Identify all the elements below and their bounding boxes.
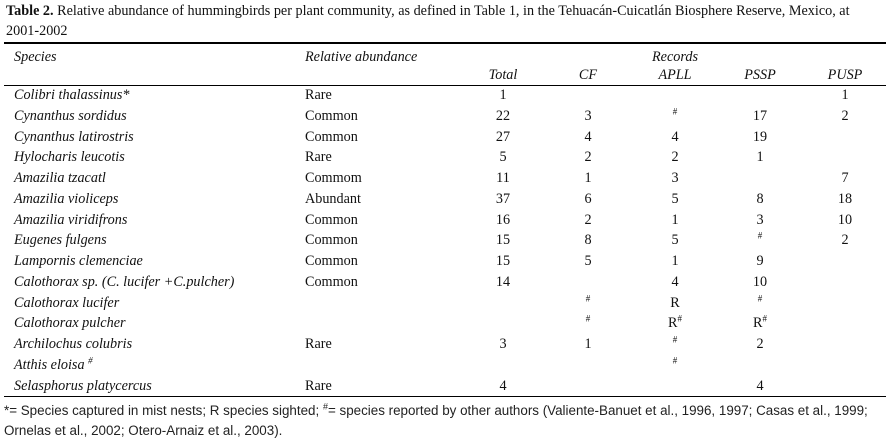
- cell-abundance: Abundant: [305, 190, 361, 207]
- cell-species: Eugenes fulgens: [14, 232, 107, 249]
- cell-pssp: 4: [756, 377, 764, 394]
- cell-pssp: #: [757, 292, 763, 303]
- cell-apll: 5: [671, 232, 679, 249]
- table-row: [0, 293, 891, 314]
- cell-total: 27: [495, 128, 511, 145]
- cell-total: 16: [495, 211, 511, 228]
- cell-cf: #: [585, 292, 591, 303]
- cell-abundance: Rare: [305, 377, 332, 394]
- cell-cf: 4: [584, 128, 592, 145]
- header-records: Records: [652, 49, 698, 65]
- cell-species: Atthis eloisa #: [14, 355, 93, 373]
- cell-abundance: Rare: [305, 149, 332, 166]
- cell-apll: 3: [671, 170, 679, 186]
- cell-species: Calothorax pulcher: [14, 315, 126, 332]
- cell-apll: 5: [671, 190, 679, 207]
- cell-apll: 1: [671, 211, 679, 228]
- cell-apll: 4: [671, 273, 679, 290]
- cell-species: Amazilia tzacatl: [14, 170, 106, 186]
- cell-abundance: Common: [305, 273, 358, 290]
- cell-total: 22: [495, 107, 511, 124]
- cell-apll: 2: [671, 149, 679, 166]
- table-row: [0, 334, 891, 355]
- cell-cf: 1: [584, 170, 592, 186]
- bottom-rule: [4, 396, 886, 397]
- cell-pssp: 19: [752, 128, 768, 145]
- table-row: [0, 127, 891, 148]
- table-row: [0, 251, 891, 272]
- cell-pusp: 2: [841, 232, 849, 249]
- cell-pssp: 10: [752, 273, 768, 290]
- cell-cf: 3: [584, 107, 592, 124]
- header-species: Species: [14, 49, 57, 65]
- cell-total: 14: [495, 273, 511, 290]
- cell-apll: R#: [668, 313, 682, 332]
- cell-cf: 6: [584, 190, 592, 207]
- table-footnote: [4, 401, 888, 441]
- cell-pssp: R#: [753, 313, 767, 332]
- cell-total: 15: [495, 253, 511, 269]
- cell-total: 15: [495, 232, 511, 249]
- header-cf: CF: [578, 67, 598, 83]
- cell-pssp: 8: [756, 190, 764, 207]
- cell-pssp: 17: [752, 107, 768, 124]
- cell-species: Colibri thalassinus*: [14, 87, 130, 103]
- cell-apll: #: [672, 334, 678, 345]
- cell-apll: #: [672, 355, 678, 366]
- cell-pusp: 18: [837, 190, 853, 207]
- cell-pusp: 10: [837, 211, 853, 228]
- cell-apll: 4: [671, 128, 679, 145]
- cell-pusp: 2: [841, 107, 849, 124]
- table-row: [0, 210, 891, 231]
- cell-species: Cynanthus sordidus: [14, 107, 127, 124]
- cell-species: Lampornis clemenciae: [14, 253, 143, 269]
- cell-cf: 5: [584, 253, 592, 269]
- cell-abundance: Rare: [305, 87, 332, 103]
- cell-total: 37: [495, 190, 511, 207]
- cell-species: Cynanthus latirostris: [14, 128, 134, 145]
- table-row: [0, 189, 891, 210]
- table-row: [0, 272, 891, 293]
- cell-cf: 2: [584, 211, 592, 228]
- table-row: [0, 313, 891, 334]
- header-total: Total: [488, 67, 518, 83]
- cell-abundance: Common: [305, 107, 358, 124]
- header-relative-abundance: Relative abundance: [305, 49, 418, 65]
- cell-total: 5: [499, 149, 507, 166]
- header-apll: APLL: [658, 67, 692, 83]
- table-row: [0, 355, 891, 376]
- cell-abundance: Commom: [305, 170, 362, 186]
- cell-abundance: Common: [305, 232, 358, 249]
- cell-cf: 2: [584, 149, 592, 166]
- cell-pusp: 1: [841, 87, 849, 103]
- table-row: [0, 85, 891, 106]
- cell-pssp: 9: [756, 253, 764, 269]
- cell-pusp: 7: [841, 170, 849, 186]
- table-row: [0, 168, 891, 189]
- cell-apll: R: [670, 294, 680, 311]
- cell-total: 4: [499, 377, 507, 394]
- caption-text: Relative abundance of hummingbirds per plant community, as defined in Table 1, in the Tehuacán-Cuicatlán Biosphere Reserve, Mexico, at 2001-2002: [6, 3, 850, 39]
- table-row: [0, 376, 891, 397]
- header-pssp: PSSP: [744, 67, 776, 83]
- cell-species: Amazilia viridifrons: [14, 211, 128, 228]
- table-row: [0, 106, 891, 127]
- cell-total: 3: [499, 336, 507, 352]
- cell-total: 11: [496, 170, 510, 186]
- cell-species: Archilochus colubris: [14, 336, 133, 352]
- cell-species: Selasphorus platycercus: [14, 377, 152, 394]
- cell-apll: 1: [671, 253, 679, 269]
- cell-cf: 8: [584, 232, 592, 249]
- cell-species: Calothorax sp. (C. lucifer +C.pulcher): [14, 273, 235, 290]
- cell-cf: #: [585, 313, 591, 324]
- cell-cf: 1: [584, 336, 592, 352]
- cell-species: Calothorax lucifer: [14, 294, 120, 311]
- header-pusp: PUSP: [827, 67, 863, 83]
- cell-pssp: 3: [756, 211, 764, 228]
- top-rule: [4, 42, 886, 44]
- cell-abundance: Common: [305, 128, 358, 145]
- table-label: Table 2.: [6, 3, 54, 19]
- cell-pssp: 1: [756, 149, 764, 166]
- footnote-text: *= Species captured in mist nests; R species sighted; #= species reported by other authors (Valiente-Banuet et al., 1996, 1997; Casas et al., 1999; Ornelas et al., 2002; Otero-Arnaiz et al., 2003).: [4, 401, 868, 438]
- cell-species: Amazilia violiceps: [14, 190, 119, 207]
- table-caption: [6, 1, 884, 41]
- table-row: [0, 147, 891, 168]
- cell-abundance: Common: [305, 253, 358, 269]
- table-row: [0, 230, 891, 251]
- cell-abundance: Rare: [305, 336, 332, 352]
- cell-total: 1: [499, 87, 507, 103]
- cell-pssp: #: [757, 230, 763, 241]
- cell-species: Hylocharis leucotis: [14, 149, 125, 166]
- cell-pssp: 2: [756, 336, 764, 352]
- cell-apll: #: [672, 106, 678, 117]
- cell-abundance: Common: [305, 211, 358, 228]
